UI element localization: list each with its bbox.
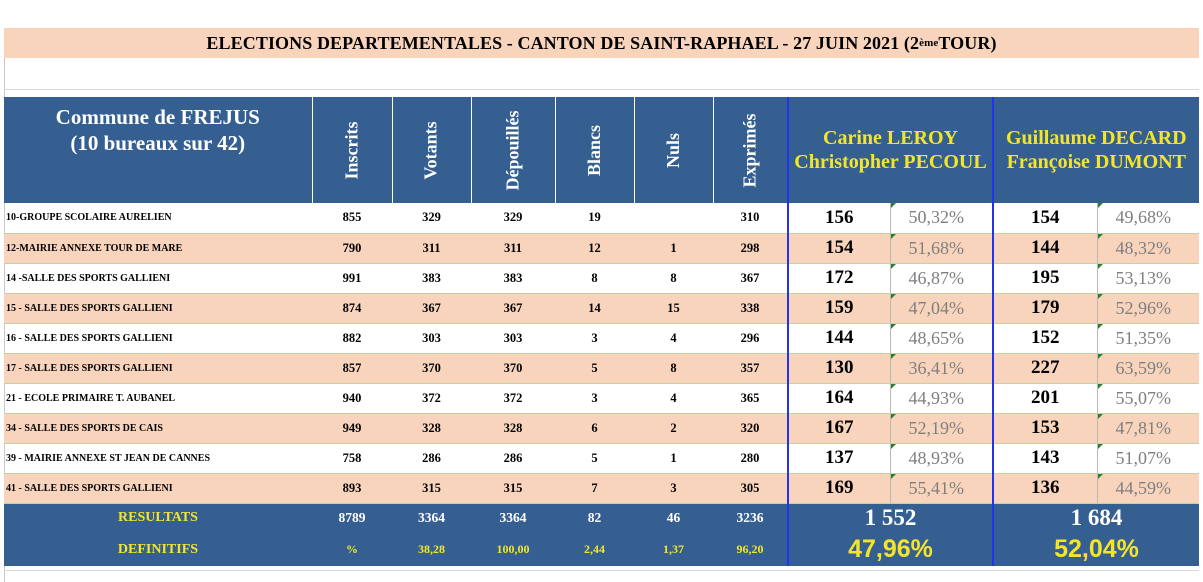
- candidate2-total: 1 684: [993, 503, 1199, 533]
- cell-nuls: 1: [634, 233, 713, 263]
- cell-inscrits: 758: [312, 443, 392, 473]
- cell-depouilles: 372: [471, 383, 555, 413]
- candidate2-votes: 154: [993, 203, 1097, 233]
- pct-label: %: [312, 533, 392, 566]
- candidate1-votes: 156: [788, 203, 890, 233]
- candidate2-pct: 44,59%: [1097, 473, 1199, 503]
- cell-inscrits: 855: [312, 203, 392, 233]
- cell-votants: 315: [392, 473, 471, 503]
- cell-blancs: 19: [555, 203, 634, 233]
- total-votants: 3364: [392, 503, 471, 533]
- cell-votants: 328: [392, 413, 471, 443]
- percentages-row: [4, 533, 1199, 566]
- bureau-name: 15 - SALLE DES SPORTS GALLIENI: [4, 293, 312, 323]
- candidate1-pct: 36,41%: [890, 353, 993, 383]
- page-title: [4, 28, 1199, 58]
- cell-blancs: 14: [555, 293, 634, 323]
- commune-title: Commune de FREJUS: [55, 105, 260, 129]
- bureau-name: 21 - ECOLE PRIMAIRE T. AUBANEL: [4, 383, 312, 413]
- percentages-label: DEFINITIFS: [4, 533, 312, 566]
- cell-nuls: 4: [634, 383, 713, 413]
- totals-row: [4, 503, 1199, 533]
- table-row: [4, 323, 1199, 353]
- column-header-blancs: [555, 97, 634, 203]
- header-row: [4, 97, 1199, 203]
- cell-exprimes: 310: [713, 203, 788, 233]
- cell-nuls: 3: [634, 473, 713, 503]
- candidate1-pct: 44,93%: [890, 383, 993, 413]
- cell-nuls: 8: [634, 353, 713, 383]
- cell-exprimes: 280: [713, 443, 788, 473]
- candidate1-name2: Christopher PECOUL: [794, 151, 987, 173]
- candidate2-pct: 55,07%: [1097, 383, 1199, 413]
- candidate2-votes: 144: [993, 233, 1097, 263]
- candidate2-votes: 153: [993, 413, 1097, 443]
- candidate1-votes: 144: [788, 323, 890, 353]
- cell-depouilles: 311: [471, 233, 555, 263]
- commune-subtitle: (10 bureaux sur 42): [70, 131, 246, 155]
- candidate1-votes: 154: [788, 233, 890, 263]
- title-main: ELECTIONS DEPARTEMENTALES - CANTON DE SAINT-RAPHAEL - 27 JUIN 2021 (2: [206, 32, 920, 53]
- cell-votants: 286: [392, 443, 471, 473]
- total-exprimes: 3236: [713, 503, 788, 533]
- candidate1-pct: 52,19%: [890, 413, 993, 443]
- bureau-name: 17 - SALLE DES SPORTS GALLIENI: [4, 353, 312, 383]
- candidate1-votes: 169: [788, 473, 890, 503]
- cell-inscrits: 991: [312, 263, 392, 293]
- candidate2-votes: 227: [993, 353, 1097, 383]
- candidate2-votes: 136: [993, 473, 1097, 503]
- candidate1-pct: 48,65%: [890, 323, 993, 353]
- table-row: [4, 203, 1199, 233]
- table-row: [4, 413, 1199, 443]
- cell-blancs: 12: [555, 233, 634, 263]
- cell-depouilles: 286: [471, 443, 555, 473]
- candidate2-header: [993, 97, 1199, 203]
- cell-exprimes: 305: [713, 473, 788, 503]
- candidate1-pct: 48,93%: [890, 443, 993, 473]
- cell-votants: 372: [392, 383, 471, 413]
- candidate2-pct: 51,35%: [1097, 323, 1199, 353]
- cell-depouilles: 367: [471, 293, 555, 323]
- results-table: [4, 97, 1200, 566]
- cell-votants: 329: [392, 203, 471, 233]
- column-label: Votants: [420, 120, 441, 180]
- cell-nuls: 1: [634, 443, 713, 473]
- cell-exprimes: 298: [713, 233, 788, 263]
- candidate2-pct: 49,68%: [1097, 203, 1199, 233]
- column-label: Blancs: [583, 124, 604, 176]
- cell-blancs: 8: [555, 263, 634, 293]
- candidate1-pct: 46,87%: [890, 263, 993, 293]
- cell-inscrits: 790: [312, 233, 392, 263]
- candidate1-votes: 137: [788, 443, 890, 473]
- sheet-divider: [4, 89, 1199, 90]
- candidate1-pct: 47,04%: [890, 293, 993, 323]
- column-header-inscrits: [312, 97, 392, 203]
- candidate1-votes: 167: [788, 413, 890, 443]
- cell-depouilles: 329: [471, 203, 555, 233]
- cell-inscrits: 874: [312, 293, 392, 323]
- cell-blancs: 3: [555, 323, 634, 353]
- cell-exprimes: 367: [713, 263, 788, 293]
- cell-blancs: 3: [555, 383, 634, 413]
- cell-blancs: 5: [555, 353, 634, 383]
- pct-exprimes: 96,20: [713, 533, 788, 566]
- table-row: [4, 293, 1199, 323]
- candidate1-name1: Carine LEROY: [823, 127, 958, 149]
- candidate1-votes: 164: [788, 383, 890, 413]
- total-depouilles: 3364: [471, 503, 555, 533]
- cell-votants: 367: [392, 293, 471, 323]
- column-label: Nuls: [662, 132, 683, 168]
- total-nuls: 46: [634, 503, 713, 533]
- cell-nuls: 15: [634, 293, 713, 323]
- cell-nuls: [634, 203, 713, 233]
- bureau-name: 14 -SALLE DES SPORTS GALLIENI: [4, 263, 312, 293]
- bureau-name: 34 - SALLE DES SPORTS DE CAIS: [4, 413, 312, 443]
- cell-inscrits: 940: [312, 383, 392, 413]
- pct-nuls: 1,37: [634, 533, 713, 566]
- cell-exprimes: 296: [713, 323, 788, 353]
- column-header-depouilles: [471, 97, 555, 203]
- candidate2-votes: 179: [993, 293, 1097, 323]
- cell-nuls: 8: [634, 263, 713, 293]
- cell-exprimes: 338: [713, 293, 788, 323]
- cell-inscrits: 882: [312, 323, 392, 353]
- cell-depouilles: 303: [471, 323, 555, 353]
- cell-blancs: 5: [555, 443, 634, 473]
- candidate2-votes: 195: [993, 263, 1097, 293]
- column-header-exprimes: [713, 97, 788, 203]
- cell-depouilles: 328: [471, 413, 555, 443]
- column-header-nuls: [634, 97, 713, 203]
- cell-inscrits: 893: [312, 473, 392, 503]
- cell-exprimes: 320: [713, 413, 788, 443]
- candidate2-pct: 47,81%: [1097, 413, 1199, 443]
- candidate2-pct: 48,32%: [1097, 233, 1199, 263]
- total-inscrits: 8789: [312, 503, 392, 533]
- candidate1-votes: 159: [788, 293, 890, 323]
- title-superscript: ème: [919, 37, 939, 49]
- cell-depouilles: 315: [471, 473, 555, 503]
- candidate1-pct: 51,68%: [890, 233, 993, 263]
- candidate2-votes: 143: [993, 443, 1097, 473]
- candidate2-name2: Françoise DUMONT: [1006, 151, 1186, 173]
- cell-exprimes: 365: [713, 383, 788, 413]
- cell-votants: 383: [392, 263, 471, 293]
- cell-depouilles: 370: [471, 353, 555, 383]
- candidate2-pct: 53,13%: [1097, 263, 1199, 293]
- table-row: [4, 383, 1199, 413]
- candidate2-votes: 201: [993, 383, 1097, 413]
- sheet-bottom-border: [4, 570, 1199, 571]
- bureau-name: 16 - SALLE DES SPORTS GALLIENI: [4, 323, 312, 353]
- column-header-votants: [392, 97, 471, 203]
- candidate2-name1: Guillaume DECARD: [1005, 127, 1187, 149]
- candidate1-votes: 130: [788, 353, 890, 383]
- title-end: TOUR): [938, 32, 997, 53]
- table-row: [4, 443, 1199, 473]
- cell-exprimes: 357: [713, 353, 788, 383]
- bureau-name: 41 - SALLE DES SPORTS GALLIENI: [4, 473, 312, 503]
- column-label: Dépouillés: [502, 109, 523, 191]
- cell-nuls: 4: [634, 323, 713, 353]
- cell-blancs: 7: [555, 473, 634, 503]
- table-row: [4, 353, 1199, 383]
- total-blancs: 82: [555, 503, 634, 533]
- column-label: Inscrits: [341, 121, 362, 179]
- candidate2-pct: 52,96%: [1097, 293, 1199, 323]
- table-row: [4, 473, 1199, 503]
- cell-inscrits: 949: [312, 413, 392, 443]
- commune-header: [4, 97, 312, 203]
- totals-label: RESULTATS: [4, 503, 312, 533]
- bureau-name: 10-GROUPE SCOLAIRE AURELIEN: [4, 203, 312, 233]
- table-row: [4, 233, 1199, 263]
- candidate1-votes: 172: [788, 263, 890, 293]
- candidate2-pct: 51,07%: [1097, 443, 1199, 473]
- cell-votants: 370: [392, 353, 471, 383]
- candidate1-pct: 50,32%: [890, 203, 993, 233]
- candidate1-pct: 55,41%: [890, 473, 993, 503]
- column-label: Exprimés: [739, 113, 760, 187]
- pct-votants: 38,28: [392, 533, 471, 566]
- cell-depouilles: 383: [471, 263, 555, 293]
- cell-votants: 303: [392, 323, 471, 353]
- candidate1-header: [788, 97, 993, 203]
- cell-blancs: 6: [555, 413, 634, 443]
- cell-inscrits: 857: [312, 353, 392, 383]
- bureau-name: 39 - MAIRIE ANNEXE ST JEAN DE CANNES: [4, 443, 312, 473]
- candidate2-percentage: 52,04%: [993, 533, 1199, 566]
- pct-blancs: 2,44: [555, 533, 634, 566]
- cell-nuls: 2: [634, 413, 713, 443]
- candidate2-votes: 152: [993, 323, 1097, 353]
- cell-votants: 311: [392, 233, 471, 263]
- pct-depouilles: 100,00: [471, 533, 555, 566]
- candidate2-pct: 63,59%: [1097, 353, 1199, 383]
- candidate1-percentage: 47,96%: [788, 533, 993, 566]
- candidate1-total: 1 552: [788, 503, 993, 533]
- table-row: [4, 263, 1199, 293]
- bureau-name: 12-MAIRIE ANNEXE TOUR DE MARE: [4, 233, 312, 263]
